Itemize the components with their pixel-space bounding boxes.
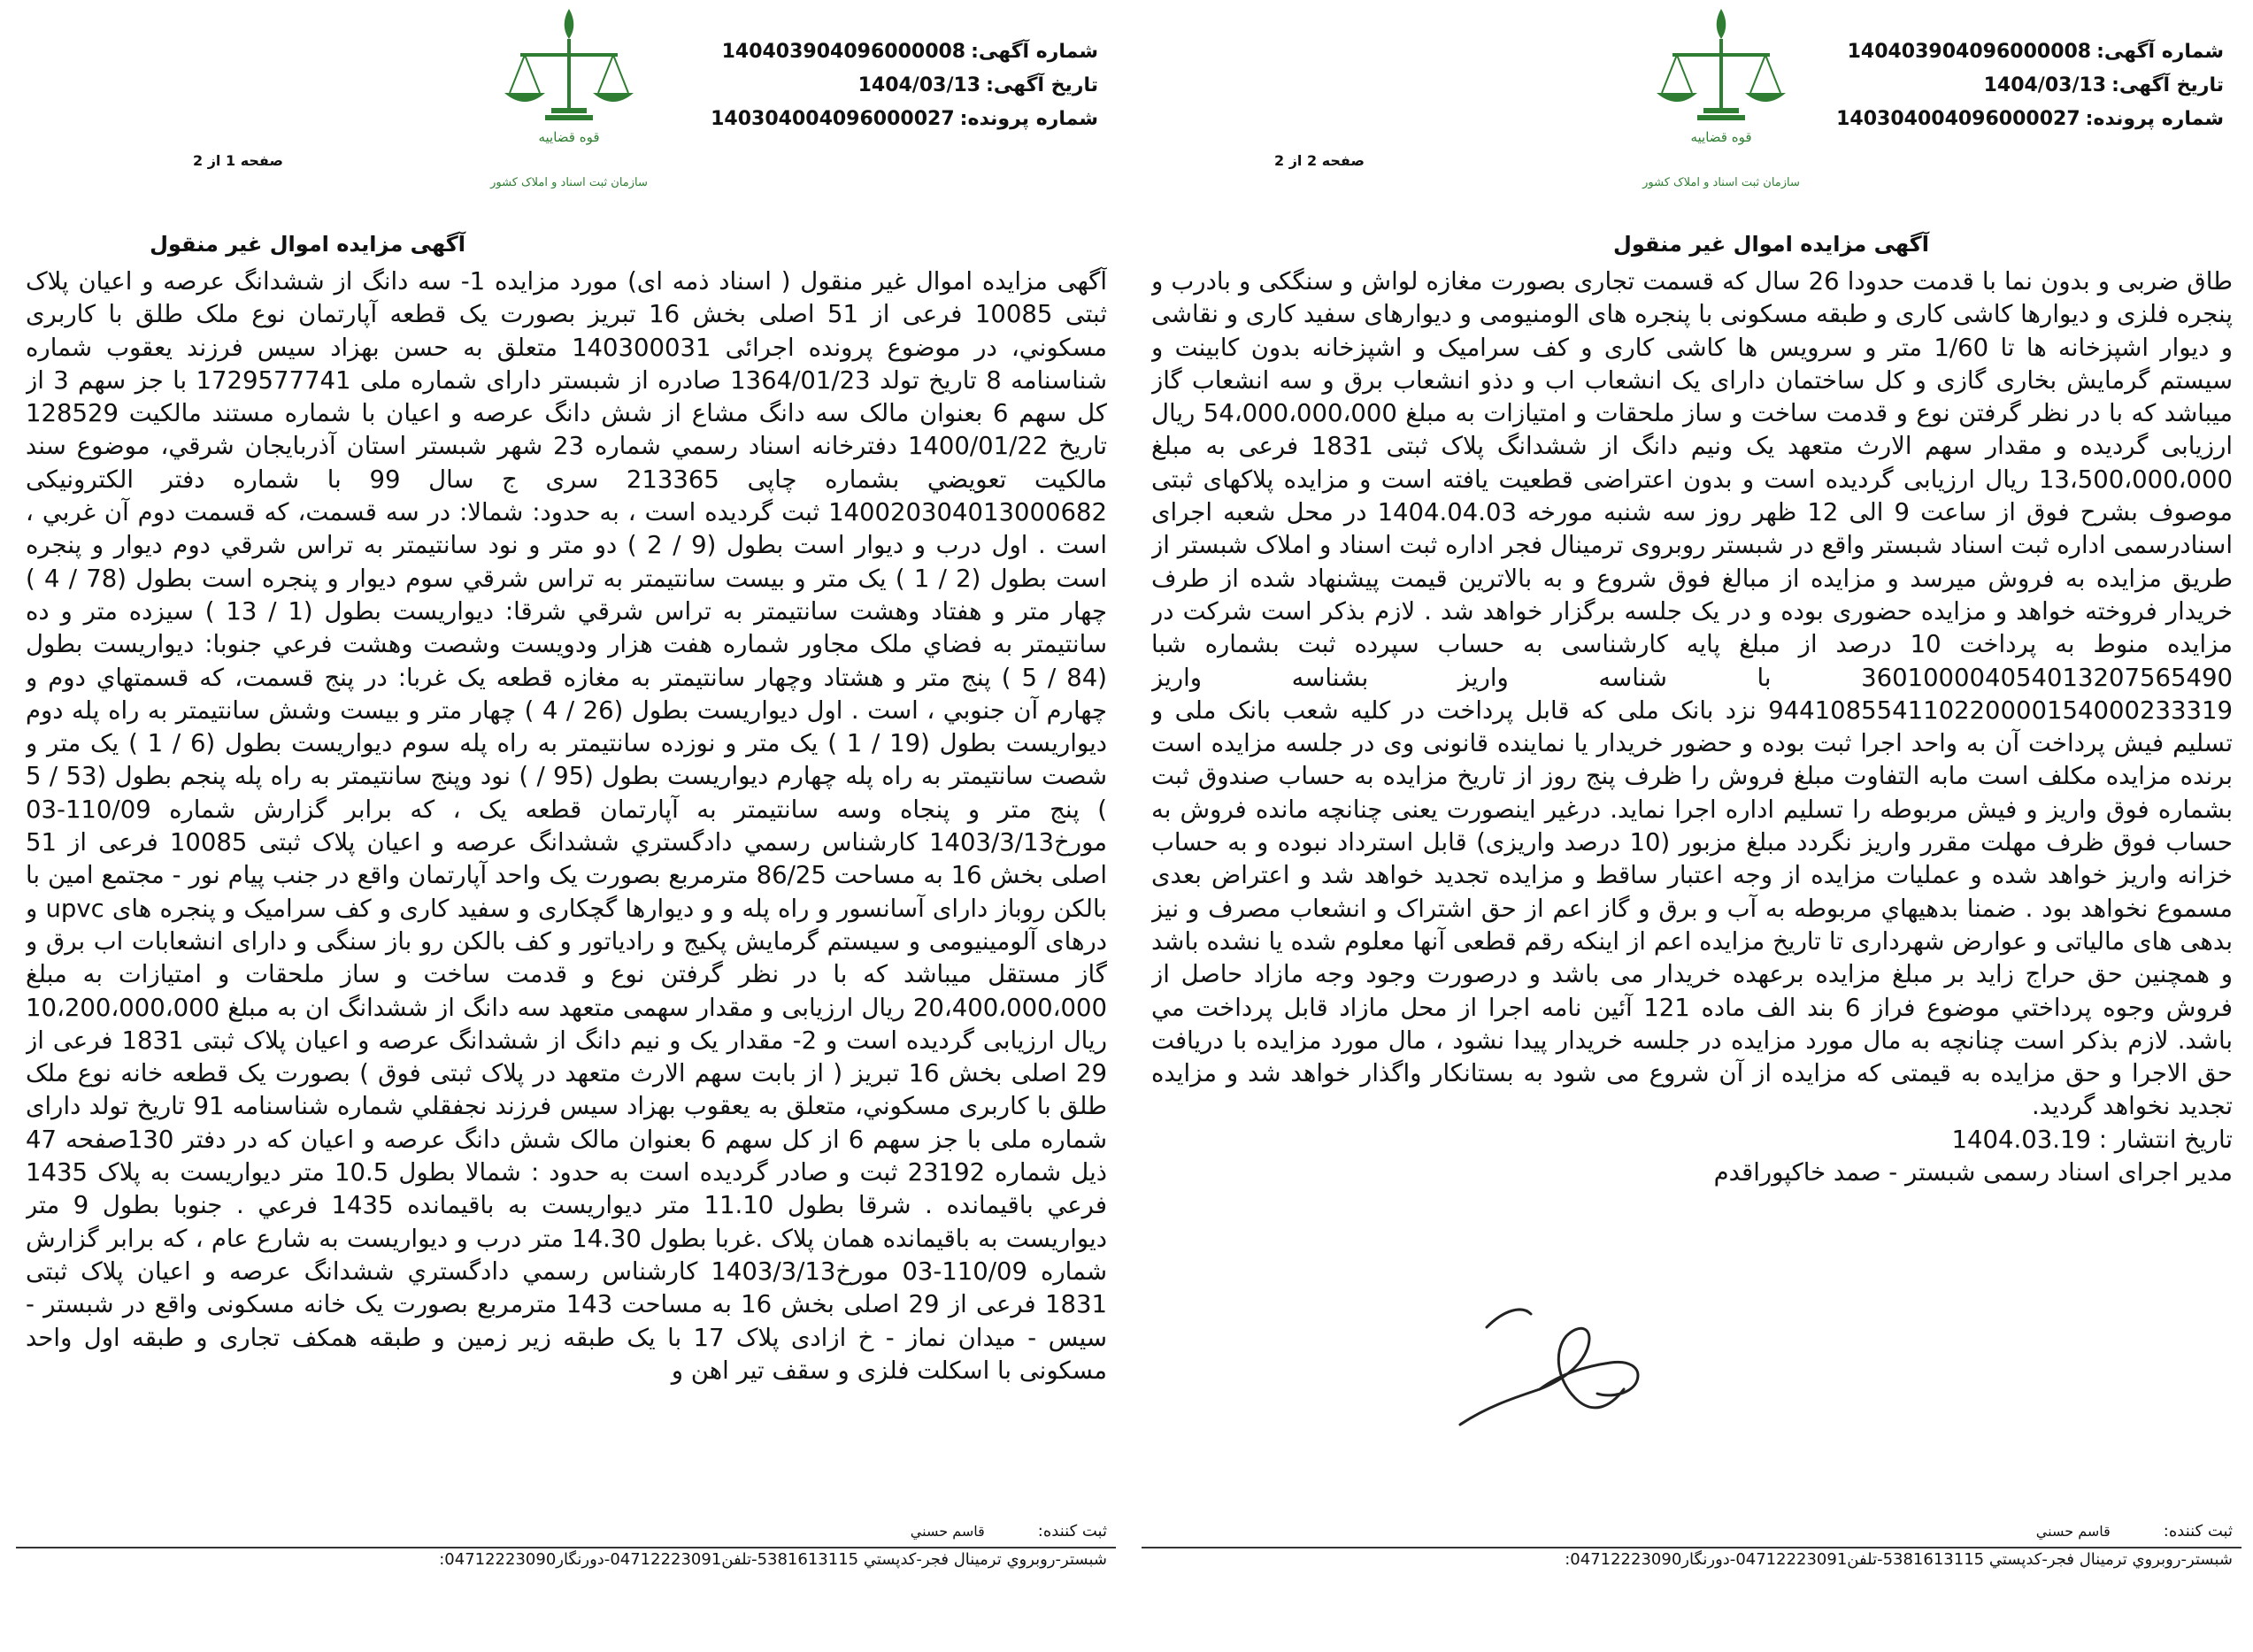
notice-number-row [721,35,1098,69]
emblem-org-name: سازمان ثبت اسناد و املاک کشور [490,176,648,189]
notice-date: 1404/03/13 [857,74,981,96]
registrar-name: قاسم حسني [910,1523,985,1540]
notice-body [26,265,1107,1513]
footer-divider [16,1547,1116,1548]
office-address-footer: شبستر-روبروي ترمينال فجر-کدپستي 5381613115-تلفن04712223091-دورنگار04712223090: [1565,1550,2233,1569]
publication-date: تاریخ انتشار : 1404.03.19 [1951,1125,2233,1154]
notice-title: آگهی مزایده اموال غیر منقول [150,232,465,257]
notice-date-label: تاریخ آگهی: [986,74,1098,96]
case-number-label: شماره پرونده: [959,108,1098,130]
notice-header [711,35,1098,136]
notice-date: 1404/03/13 [1983,74,2107,96]
case-number-label: شماره پرونده: [2085,108,2224,130]
registrar [911,1522,1107,1541]
notice-body-text: طاق ضربی و بدون نما با قدمت حدودا 26 سال که قسمت تجاری بصورت مغازه لواش و سنگکی و بادرب و پنجره فلزی و دیوارها کاشی کاری و طبقه مسکونی با پنجره های الومنیومی و دیوارهای سفید کاری و نقاشی و دیوار اشپزخانه ها تا 1/60 متر و سرویس ها کاشی کاری و کف سرامیک و اشپزخانه بدون کابینت و سیستم گرمایش بخاری گازی و کل ساختمان دارای یک انشعاب اب و دذو انشعاب برق و سه انشعاب گاز میباشد که با در نظر گرفتن نوع و قدمت ساخت و ساز ملحقات و امتیازات به مبلغ 54،000،000،000 ریال ارزیابی گردیده و مقدار سهم الارث متعهد یک ونیم دانگ از ششدانگ پلاک ثبتی 1831 فرعی به مبلغ 13،500،000،000 ریال ارزیابی گردیده است و بدون اعتراضی قطعیت یافته است و مزایده پلاکهای ثبتی موصوف بشرح فوق از ساعت 9 الی 12 ظهر روز سه شنبه مورخه 1404.04.03 در محل شعبه اجرای اسنادرسمی اداره ثبت اسناد شبستر واقع در شبستر روبروی ترمینال فجر اداره ثبت اسناد و املاک شبستر از طریق مزایده به فروش میرسد و مزایده از مبالغ فوق شروع و به بالاترین قیمت پیشنهاد شده از طرف خریدار فروخته خواهد و مزایده حضوری بوده و در یک جلسه برگزار خواهد شد . لازم بذکر است شرکت در مزایده منوط به پرداخت 10 درصد از مبلغ پایه کارشناسی به حساب سپرده ثبت بشماره شبا 360100004054013207565490 با شناسه واریز بشناسه واریز 944108554110220000154000233319 نزد بانک ملی که قابل پرداخت در کلیه شعب بانک ملی و تسلیم فیش پرداخت آن به واحد اجرا ثبت بوده و حضور خریدار یا نماینده قانونی وی در جلسه مزایده است برنده مزایده مکلف است مابه التفاوت مبلغ فروش را ظرف پنج روز از تاریخ مزایده به حساب صندوق ثبت بشماره فوق واریز و فیش مربوطه را تسلیم اداره اجرا نماید. درغیر اینصورت یعنی چنانچه مانده فروش به حساب فوق ظرف مهلت مقرر واریز نگردد مبلغ مزبور (10 درصد واریزی) قابل استرداد نبوده و به حساب خزانه واریز خواهد شده و عملیات مزایده از وجه اعتبار ساقط و مزایده تجدید خواهد شد و اعتراض بعدی مسموع نخواهد بود . ضمنا بدهيهاي مربوطه به آب و برق و گاز اعم از حق اشتراک و انشعاب مصرف و نیز بدهی های مالیاتی و عوارض شهرداری تا تاریخ مزایده اعم از اینکه رقم قطعی آنها معلوم شده یا نشده باشد و همچنین حق حراج زاید بر مبلغ مزایده برعهده خریدار می باشد و درصورت وجود وجه مازاد حاصل از فروش وجوه پرداختي موضوع فراز 6 بند الف ماده 121 آئين نامه اجرا از محل مازاد قابل پرداخت مي باشد. لازم بذکر است چنانچه به مال مورد مزایده در جلسه خریدار پیدا نشود ، مال مورد مزایده با دریافت حق الاجرا و حق مزایده به قیمتی که مزایده از آن شروع می شود به بستانکار واگذار خواهد شد و مزایده تجدید نخواهد گردید. [1151,267,2233,1121]
notice-header [1836,35,2224,136]
footer-divider [1142,1547,2241,1548]
notice-date-row [1852,69,2224,103]
page-label: صفحه 1 از 2 [193,152,283,169]
notice-page-1 [16,0,1116,1652]
notice-body-text: آگهی مزایده اموال غیر منقول ( اسناد ذمه ای) مورد مزایده 1- سه دانگ از ششدانگ عرصه و اعیان پلاک ثبتی 10085 فرعی از 51 اصلی بخش 16 تبریز بصورت یک قطعه آپارتمان نوع ملک طلق با کاربری مسکوني، در موضوع پرونده اجرائی 140300031 متعلق به حسن بهزاد سیس فرزند یعقوب شماره شناسنامه 8 تاریخ تولد 1364/01/23 صادره از شبستر دارای شماره ملی 1729577741 با جز سهم 3 از کل سهم 6 بعنوان مالک سه دانگ مشاع از شش دانگ عرصه و اعیان با شماره مستند مالکیت 128529 تاریخ 1400/01/22 دفترخانه اسناد رسمي شماره 23 شهر شبستر استان آذربایجان شرقي، موضوع سند مالکيت تعويضي بشماره چاپی 213365 سری ج سال 99 با شماره دفتر الکترونیکی 140020304013000682 ثبت گردیده است ، به حدود: شمالا: در سه قسمت، که قسمت دوم آن غربي ، است . اول درب و دیوار است بطول (9 / 2 ) دو متر و نود سانتیمتر به تراس شرقي دوم ديوار و پنجره است بطول (2 / 1 ) یک متر و بیست سانتیمتر به تراس شرقي سوم ديوار و پنجره است بطول (78 / 4 ) چهار متر و هفتاد وهشت سانتیمتر به تراس شرقي شرقا: ديواريست بطول (1 / 13 ) سیزده متر و ده سانتیمتر به فضاي ملک مجاور شماره هفت هزار ودويست وشصت وهشت فرعي جنوبا: ديواريست بطول (84 / 5 ) پنج متر و هشتاد وچهار سانتيمتر به مغازه قطعه یک غربا: در پنج قسمت، که قسمتهاي دوم و چهارم آن جنوبي ، است . اول دیواریست بطول (26 / 4 ) چهار متر و بیست وشش سانتیمتر به راه پله دوم دیواریست بطول (19 / 1 ) یک متر و نوزده سانتيمتر به راه پله سوم ديواريست بطول (6 / 1 ) یک متر و شصت سانتیمتر به راه پله چهارم ديواريست بطول (95 / ) نود وپنج سانتیمتر به راه پله پنجم بطول (53 / 5 ) پنج متر و پنجاه وسه سانتیمتر به آپارتمان قطعه یک ، که برابر گزارش شماره 110/09-03 مورخ1403/3/13 کارشناس رسمي دادگستري ششدانگ عرصه و اعیان پلاک ثبتی 10085 فرعی از 51 اصلی بخش 16 به مساحت 86/25 مترمربع بصورت یک واحد آپارتمان واقع در جنب پیام نور - مجتمع امین با بالکن روباز دارای آسانسور و راه پله و و دیوارها گچکاری و سفید کاری و کف سرامیک و پنجره های upvc و درهای آلومینیومی و سیستم گرمایش پکیج و رادیاتور و کف بالکن رو باز سنگی و دارای انشعابات اب برق و گاز مستقل میباشد که با در نظر گرفتن نوع و قدمت ساخت و ساز ملحقات و امتیازات به مبلغ 20،400،000،000 ریال ارزیابی و مقدار سهمی متعهد سه دانگ از ششدانگ ان به مبلغ 10،200،000،000 ریال ارزیابی گردیده است و 2- مقدار یک و نیم دانگ از ششدانگ عرصه و اعیان پلاک ثبتی 1831 فرعی از 29 اصلی بخش 16 تبریز ( از بابت سهم الارث متعهد در پلاک ثبتی فوق ) بصورت یک قطعه خانه نوع ملک طلق با کاربری مسکوني، متعلق به یعقوب بهزاد سیس فرزند نجفقلي شماره شناسنامه 91 تاریخ تولد دارای شماره ملی با جز سهم 6 از کل سهم 6 بعنوان مالک شش دانگ عرصه و اعیان که در دفتر 130صفحه 47 ذیل شماره 23192 ثبت و صادر گردیده است به حدود : شمالا بطول 10.5 متر دیواریست به پلاک 1435 فرعي باقیمانده . شرقا بطول 11.10 متر دیواریست به باقیمانده 1435 فرعي . جنوبا بطول 9 متر دیواریست به باقیمانده همان پلاک .غربا بطول 14.30 متر درب و دیواریست به شارع عام ، که برابر گزارش شماره 110/09-03 مورخ1403/3/13 کارشناس رسمي دادگستري ششدانگ عرصه و اعیان پلاک ثبتی 1831 فرعی از 29 اصلی بخش 16 به مساحت 143 مترمربع بصورت یک خانه مسکونی واقع در شبستر - سیس - میدان نماز - خ ازادی پلاک 17 با یک طبقه زیر زمین و طبقه همکف تجاری و طبقه اول واحد مسکونی با اسکلت فلزی و سقف تیر اهن و [26,267,1107,1385]
judiciary-scales-emblem-icon [485,0,653,204]
registrar [2036,1522,2233,1541]
case-number-row [711,103,1098,136]
signatory-line: مدیر اجرای اسناد رسمی شبستر - صمد خاکپوراقدم [1713,1158,2233,1187]
emblem-caption: قوه قضاییه [538,129,600,145]
registrar-label: ثبت کننده: [2163,1522,2233,1541]
judiciary-scales-emblem-icon [1637,0,1805,204]
notice-number-label: شماره آگهی: [971,41,1098,63]
notice-title: آگهی مزایده اموال غیر منقول [1613,232,1929,257]
notice-body [1151,265,2233,1239]
case-number: 140304004096000027 [1836,108,2080,130]
page-label: صفحه 2 از 2 [1274,152,1365,169]
office-address-footer: شبستر-روبروي ترمينال فجر-کدپستي 5381613115-تلفن04712223091-دورنگار04712223090: [439,1550,1107,1569]
handwritten-signature-icon [1434,1274,1664,1451]
notice-number-row [1847,35,2224,69]
registrar-label: ثبت کننده: [1037,1522,1107,1541]
notice-number: 140403904096000008 [721,41,966,63]
emblem-org-name: سازمان ثبت اسناد و املاک کشور [1642,176,1800,189]
notice-date-label: تاریخ آگهی: [2111,74,2224,96]
case-number-row [1836,103,2224,136]
notice-page-2 [1142,0,2241,1652]
notice-number: 140403904096000008 [1847,41,2092,63]
case-number: 140304004096000027 [711,108,955,130]
notice-number-label: شماره آگهی: [2096,41,2224,63]
notice-date-row [727,69,1098,103]
emblem-caption: قوه قضاییه [1690,129,1752,145]
registrar-name: قاسم حسني [2035,1523,2111,1540]
